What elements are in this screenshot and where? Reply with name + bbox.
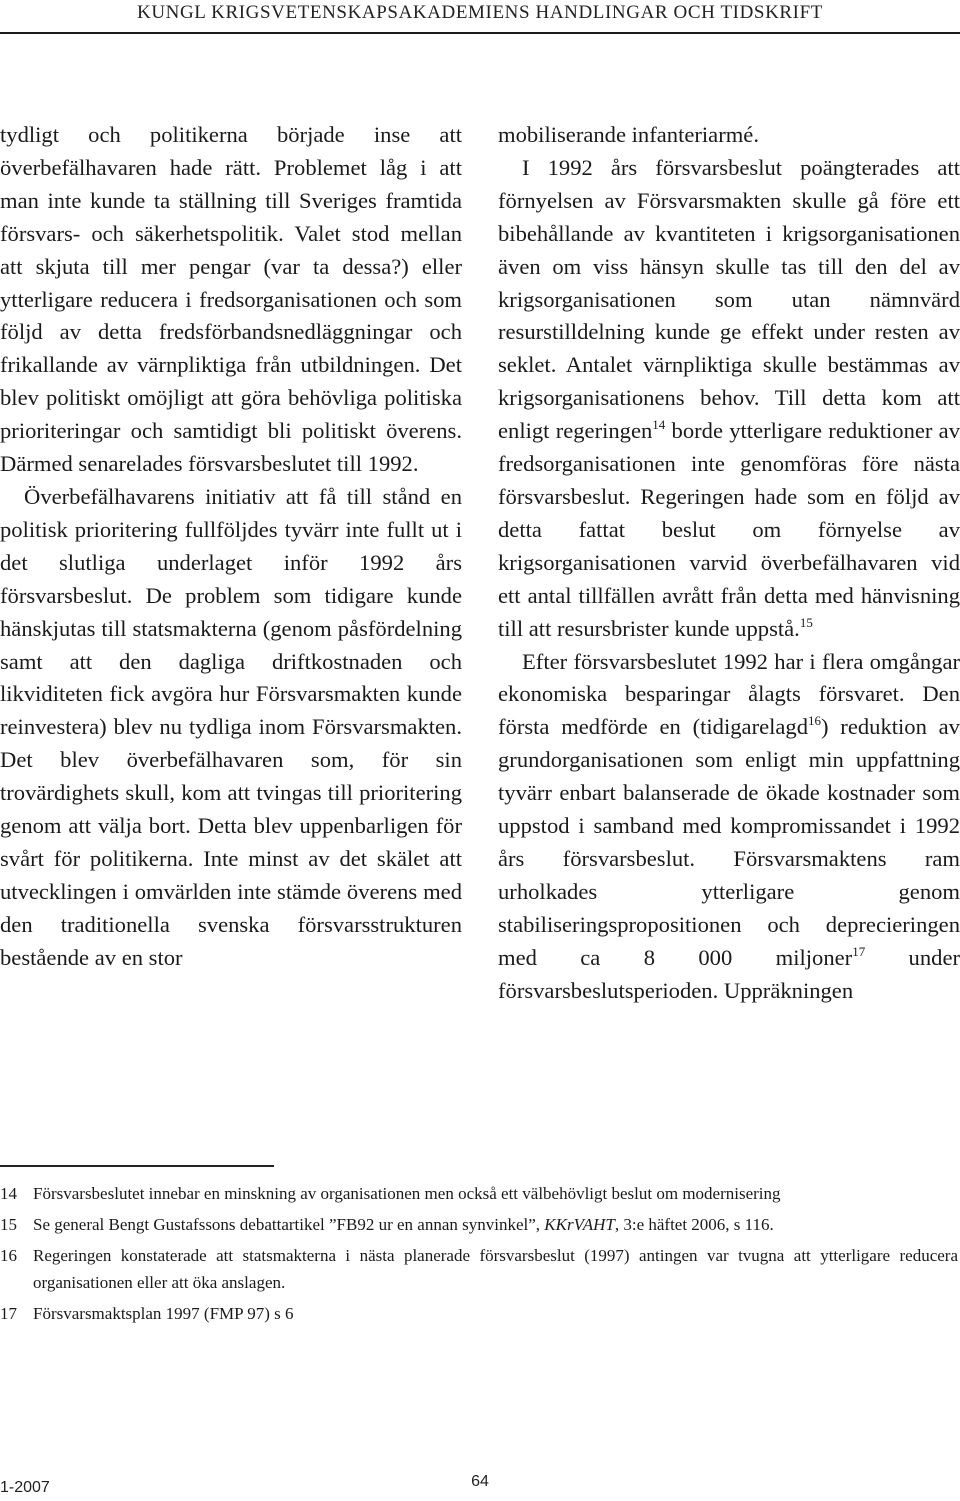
footnote-text: Försvarsmaktsplan 1997 (FMP 97) s 6 — [33, 1304, 294, 1323]
footnote — [0, 1211, 958, 1238]
text-run: Efter försvarsbeslutet 1992 har i flera omgångar ekonomiska besparingar ålagts försvaret. Den första medförde en (tidigarelagd — [498, 648, 960, 740]
footnote-ref-17: 17 — [852, 943, 866, 959]
footnote-rule — [0, 1165, 274, 1167]
footnote-number: 16 — [0, 1246, 17, 1265]
footnote-ref-16: 16 — [808, 713, 822, 729]
footnote-number: 14 — [0, 1184, 17, 1203]
footnote-text: Försvarsbeslutet innebar en minskning av organisationen men också ett välbehövligt beslut om modernisering — [33, 1184, 781, 1203]
header-rule — [0, 32, 960, 34]
right-column — [498, 119, 960, 1007]
footnote — [0, 1300, 958, 1327]
issue-label: 1-2007 — [0, 1479, 50, 1496]
journal-running-head: KUNGL KRIGSVETENSKAPSAKADEMIENS HANDLINGAR OCH TIDSKRIFT — [137, 2, 823, 23]
left-column — [0, 119, 462, 975]
text-run: under försvarsbeslutsperioden. Uppräkningen — [498, 944, 960, 1003]
body-paragraph: Överbefälhavarens initiativ att få till stånd en politisk prioritering fullföljdes tyvärr inte fullt ut i det slutliga underlaget inför 1992 års försvarsbeslut. De problem som tidigare kunde hänskjutas till statsmakterna (genom påsfördelning samt att den dagliga driftkostnaden och likviditeten fick avgöra hur Försvarsmakten kunde reinvestera) blev nu tydliga inom Försvarsmakten. Det blev överbefälhavaren som, för sin trovärdighets skull, kom att tvingas till prioritering genom att välja bort. Detta blev uppenbarligen för svårt för politikerna. Inte minst av det skälet att utvecklingen i omvärlden inte stämde överens med den traditionella svenska försvarsstrukturen bestående av en stor — [0, 483, 462, 970]
text-run: Se general Bengt Gustafssons debattartikel ”FB92 ur en annan synvinkel”, — [33, 1215, 545, 1234]
footnote-number: 15 — [0, 1215, 17, 1234]
body-paragraph: mobiliserande infanteriarmé. — [498, 122, 759, 147]
footnotes — [0, 1180, 958, 1331]
footnote-ref-15: 15 — [799, 614, 813, 630]
text-run: borde ytterligare reduktioner av fredsorganisationen inte genomföras före nästa försvarsbeslut. Regeringen hade som en följd av detta fattat beslut om förnyelse av krigsorganisationen varvid överbefälhavaren vid ett antal tillfällen avrått från detta med hänvisning till att resursbrister kunde uppstå. — [498, 418, 960, 641]
footnote — [0, 1242, 958, 1296]
footnote-number: 17 — [0, 1304, 17, 1323]
text-run: ) reduktion av grundorganisationen som enligt min uppfattning tyvärr enbart balanserade de ökade kostnader som uppstod i samband med kompromissandet i 1992 års försvarsbeslut. Försvarsmaktens ram urholkades ytterligare genom stabiliseringspropositionen och deprecieringen med ca 8 000 miljoner — [498, 714, 960, 970]
footnote-text: Regeringen konstaterade att statsmakterna i nästa planerade försvarsbeslut (1997) antingen var tvugna att ytterligare reducera organisationen eller att öka anslagen. — [33, 1246, 958, 1292]
journal-abbreviation: KKrVAHT — [544, 1215, 615, 1234]
page-number: 64 — [471, 1473, 489, 1490]
text-run: I 1992 års försvarsbeslut poängterades att förnyelsen av Försvarsmakten skulle gå före ett bibehållande av kvantiteten i krigsorganisationen även om viss hänsyn skulle tas till den del av krigsorganisationen som utan nämnvärd resurstilldelning kunde ge effekt under resten av seklet. Antalet värnpliktiga skulle bestämmas av krigsorganisationens behov. Till detta kom att enligt regeringen — [498, 154, 960, 444]
footnote-text — [33, 1211, 958, 1238]
footnote-ref-14: 14 — [652, 417, 666, 433]
footnote — [0, 1180, 958, 1207]
body-paragraph — [498, 646, 960, 1008]
body-paragraph — [498, 152, 960, 646]
text-run: , 3:e häftet 2006, s 116. — [614, 1215, 774, 1234]
body-paragraph: tydligt och politikerna började inse att överbefälhavaren hade rätt. Problemet låg i att man inte kunde ta ställning till Sveriges framtida försvars- och säkerhetspolitik. Valet stod mellan att skjuta till mer pengar (var ta dessa?) eller ytterligare reducera i fredsorganisationen och som följd av detta fredsförbandsnedläggningar och frikallande av värnpliktiga från utbildningen. Det blev politiskt omöjligt att göra behövliga politiska prioriteringar och samtidigt bli politiskt överens. Därmed senarelades försvarsbeslutet till 1992. — [0, 122, 462, 477]
